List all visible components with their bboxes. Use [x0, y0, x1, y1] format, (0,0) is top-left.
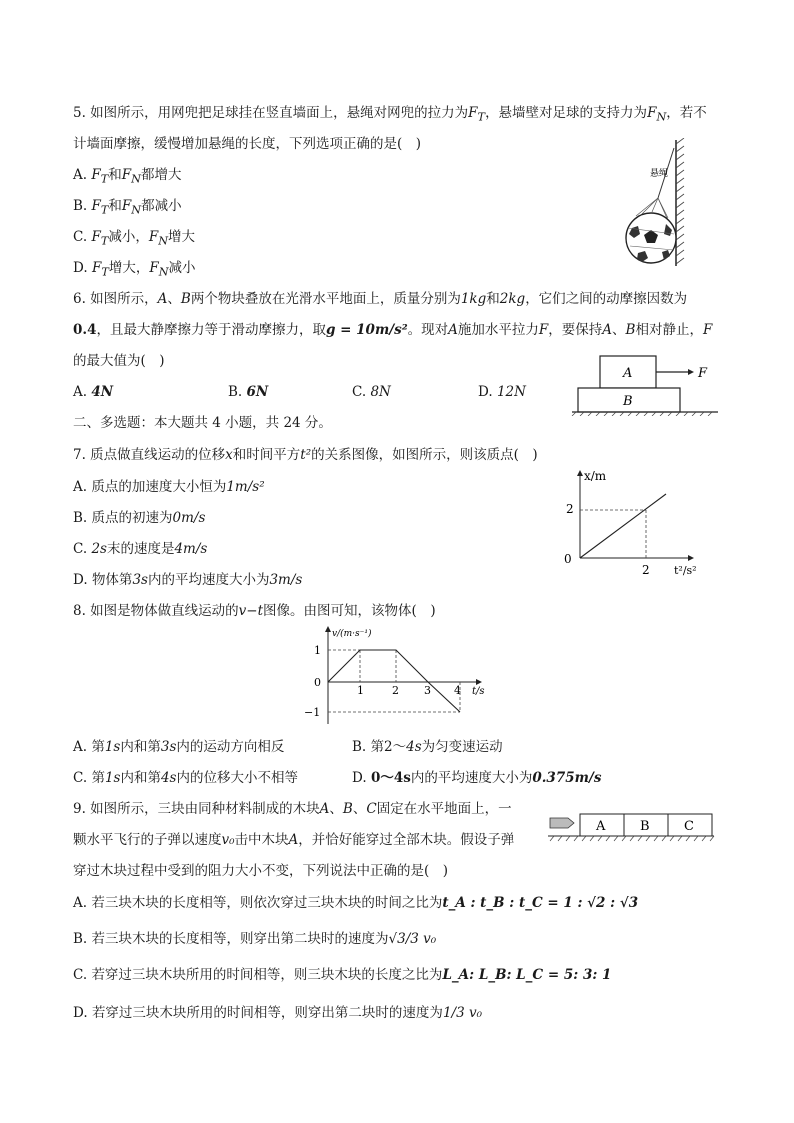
q5-option-d[interactable]: D. $F_T$增大，$F_N$减小	[73, 260, 196, 279]
q7-option-b[interactable]: B. 质点的初速为0m/s	[73, 510, 206, 526]
block-a-label: A	[623, 366, 633, 381]
q8-x-tick-4: 4	[454, 684, 461, 697]
q8-y-tick-1: 1	[314, 644, 321, 657]
q8-option-d[interactable]: D. 0～4s内的平均速度大小为0.375m/s	[352, 770, 602, 786]
q7-series-line	[580, 494, 666, 558]
q5-football-figure	[618, 138, 690, 270]
q7-y-label: x/m	[584, 469, 607, 483]
q8-stem: 8. 如图是物体做直线运动的v−t图像。由图可知，该物体( )	[73, 603, 436, 619]
q9-option-a[interactable]: A. 若三块木块的长度相等，则依次穿过三块木块的时间之比为t_A : t_B : t_C = 1 : √2 : √3	[73, 895, 639, 911]
q9-stem-line3: 穿过木块过程中受到的阻力大小不变，下列说法中正确的是( )	[73, 863, 449, 879]
q6-stem-line3: 的最大值为( )	[73, 353, 165, 369]
q5-stem-line1: 5. 如图所示，用网兜把足球挂在竖直墙面上，悬绳对网兜的拉力为$F_T$，悬墙壁对足球的支持力为$F_N$，若不	[73, 105, 707, 124]
q8-dashed-guides	[328, 650, 460, 712]
q6-option-b[interactable]: B. 6N	[228, 384, 269, 400]
rope-label: 悬绳	[650, 169, 669, 179]
q8-x-tick-2: 2	[392, 684, 399, 697]
q9-block-c-label: C	[684, 819, 694, 834]
q7-origin: 0	[564, 552, 572, 566]
q6-option-c[interactable]: C. 8N	[352, 384, 391, 400]
q9-option-b[interactable]: B. 若三块木块的长度相等，则穿出第二块时的速度为√3/3 v₀	[73, 931, 437, 947]
q6-blocks-figure	[570, 354, 720, 416]
q6-stem-line1: 6. 如图所示，A、B两个物块叠放在光滑水平地面上，质量分别为1kg和2kg，它们之间的动摩擦因数为	[73, 291, 688, 307]
q8-y-label: v/(m·s⁻¹)	[332, 629, 372, 639]
q8-y-tick-0: 0	[314, 676, 321, 689]
q7-option-a[interactable]: A. 质点的加速度大小恒为1m/s²	[73, 479, 265, 495]
q9-stem-line1: 9. 如图所示，三块由同种材料制成的木块A、B、C固定在水平地面上，一	[73, 801, 512, 817]
q8-option-c[interactable]: C. 第1s内和第4s内的位移大小不相等	[73, 770, 298, 786]
q7-stem: 7. 质点做直线运动的位移x和时间平方t²的关系图像，如图所示，则该质点( )	[73, 447, 538, 463]
force-label: F	[698, 366, 708, 381]
q8-x-tick-3: 3	[424, 684, 431, 697]
q5-stem-line2: 计墙面摩擦，缓慢增加悬绳的长度，下列选项正确的是( )	[73, 136, 422, 152]
q8-y-tick-neg1: −1	[304, 706, 321, 719]
q9-option-d[interactable]: D. 若穿过三块木块所用的时间相等，则穿出第二块时的速度为1/3 v₀	[73, 1005, 482, 1021]
q6-option-a[interactable]: A. 4N	[73, 384, 114, 400]
q8-x-tick-1: 1	[357, 684, 364, 697]
q8-series-line	[328, 650, 460, 712]
q5-option-c[interactable]: C. $F_T$减小，$F_N$增大	[73, 229, 196, 248]
q7-option-d[interactable]: D. 物体第3s内的平均速度大小为3m/s	[73, 572, 303, 588]
q5-option-a[interactable]: A. $F_T$和$F_N$都增大	[73, 167, 182, 186]
q9-option-c[interactable]: C. 若穿过三块木块所用的时间相等，则三块木块的长度之比为L_A: L_B: L_C = 5: 3: 1	[73, 967, 612, 983]
q9-block-b-label: B	[640, 819, 650, 834]
q9-blocks-figure	[546, 812, 716, 844]
q8-option-a[interactable]: A. 第1s内和第3s内的运动方向相反	[73, 739, 285, 755]
bullet-shape	[550, 818, 574, 828]
q7-graph	[556, 466, 716, 580]
q7-option-c[interactable]: C. 2s末的速度是4m/s	[73, 541, 208, 557]
q7-x-tick: 2	[642, 563, 650, 577]
q8-graph	[300, 624, 500, 728]
block-b-label: B	[623, 394, 633, 409]
q8-option-b[interactable]: B. 第2～4s为匀变速运动	[352, 739, 503, 755]
q9-block-a-label: A	[596, 819, 606, 834]
wall-hatching	[676, 138, 684, 264]
q7-x-label: t²/s²	[674, 564, 697, 577]
q7-y-tick: 2	[566, 502, 574, 516]
q6-option-d[interactable]: D. 12N	[478, 384, 526, 400]
section-2-title: 二、多选题：本大题共 4 小题，共 24 分。	[73, 415, 332, 431]
q9-stem-line2: 颗水平飞行的子弹以速度v₀击中木块A，并恰好能穿过全部木块。假设子弹	[73, 832, 515, 848]
q6-stem-line2: 0.4，且最大静摩擦力等于滑动摩擦力，取g = 10m/s²。现对A施加水平拉力F，要保持A、B相对静止，F	[73, 322, 713, 338]
q5-option-b[interactable]: B. $F_T$和$F_N$都减小	[73, 198, 182, 217]
q8-x-label: t/s	[472, 686, 485, 697]
